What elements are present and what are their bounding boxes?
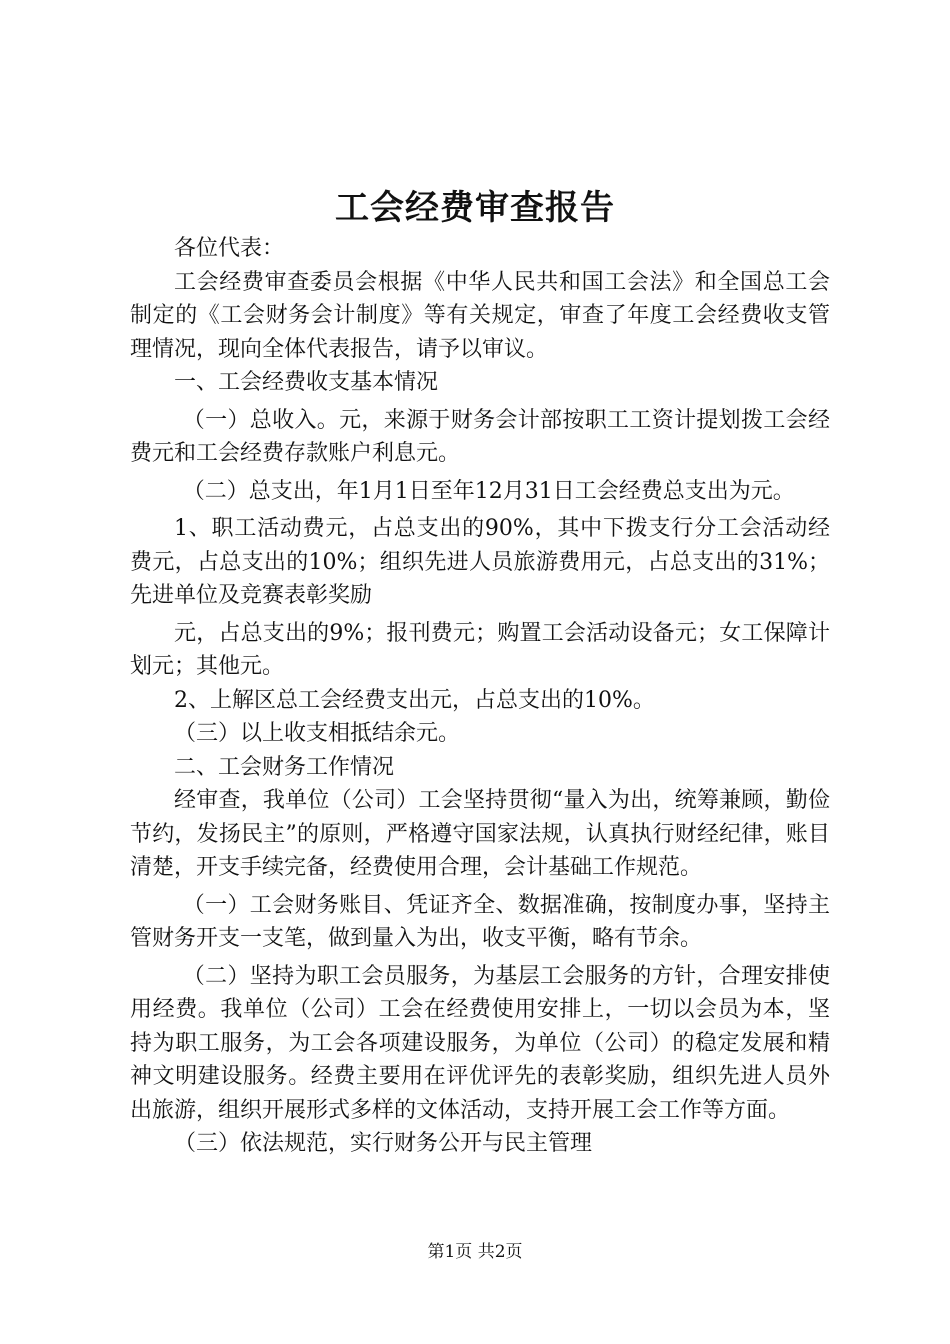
paragraph-disclosure: （三）依法规范，实行财务公开与民主管理 bbox=[174, 1131, 593, 1156]
paragraph-service: （二）坚持为职工会员服务，为基层工会服务的方针，合理安排使用经费。我单位（公司）工会在经费使用安排上，一切以会员为本，坚持为职工服务，为工会各项建设服务，为单位（公司）的稳定发展和精神文明建设服务。经费主要用在评优评先的表彰奖励，组织先进人员外出旅游，组织开展形式多样的文体活动，支持开展工会工作等方面。 bbox=[130, 963, 830, 1123]
paragraph-salutation: 各位代表： bbox=[174, 236, 285, 261]
document-body bbox=[130, 232, 830, 1161]
paragraph-activity-expense-cont: 元，占总支出的9%；报刊费元；购置工会活动设备元；女工保障计划元；其他元。 bbox=[130, 620, 830, 679]
paragraph-balance: （三）以上收支相抵结余元。 bbox=[174, 721, 461, 746]
paragraph-district-remit: 2、上解区总工会经费支出元，占总支出的10%。 bbox=[174, 687, 655, 713]
heading-section-2: 二、工会财务工作情况 bbox=[174, 754, 395, 780]
heading-section-1: 一、工会经费收支基本情况 bbox=[174, 370, 439, 395]
paragraph-accounts: （一）工会财务账目、凭证齐全、数据准确，按制度办事，坚持主管财务开支一支笔，做到量入为出，收支平衡，略有节余。 bbox=[130, 892, 830, 951]
document-title: 工会经费审查报告 bbox=[335, 188, 615, 228]
page-number: 第1页 共2页 bbox=[427, 1242, 523, 1262]
paragraph-total-expense: （二）总支出，年1月1日至年12月31日工会经费总支出为元。 bbox=[182, 478, 795, 504]
paragraph-activity-expense: 1、职工活动费元，占总支出的90%，其中下拨支行分工会活动经费元，占总支出的10%；组织先进人员旅游费用元，占总支出的31%；先进单位及竞赛表彰奖励 bbox=[130, 516, 830, 608]
paragraph-review-summary: 经审查，我单位（公司）工会坚持贯彻“量入为出，统筹兼顾，勤俭节约，发扬民主”的原则，严格遵守国家法规，认真执行财经纪律，账目清楚，开支手续完备，经费使用合理，会计基础工作规范。 bbox=[130, 788, 830, 880]
paragraph-total-income: （一）总收入。元，来源于财务会计部按职工工资计提划拨工会经费元和工会经费存款账户利息元。 bbox=[130, 407, 830, 466]
paragraph-intro: 工会经费审查委员会根据《中华人民共和国工会法》和全国总工会制定的《工会财务会计制度》等有关规定，审查了年度工会经费收支管理情况，现向全体代表报告，请予以审议。 bbox=[130, 269, 830, 362]
